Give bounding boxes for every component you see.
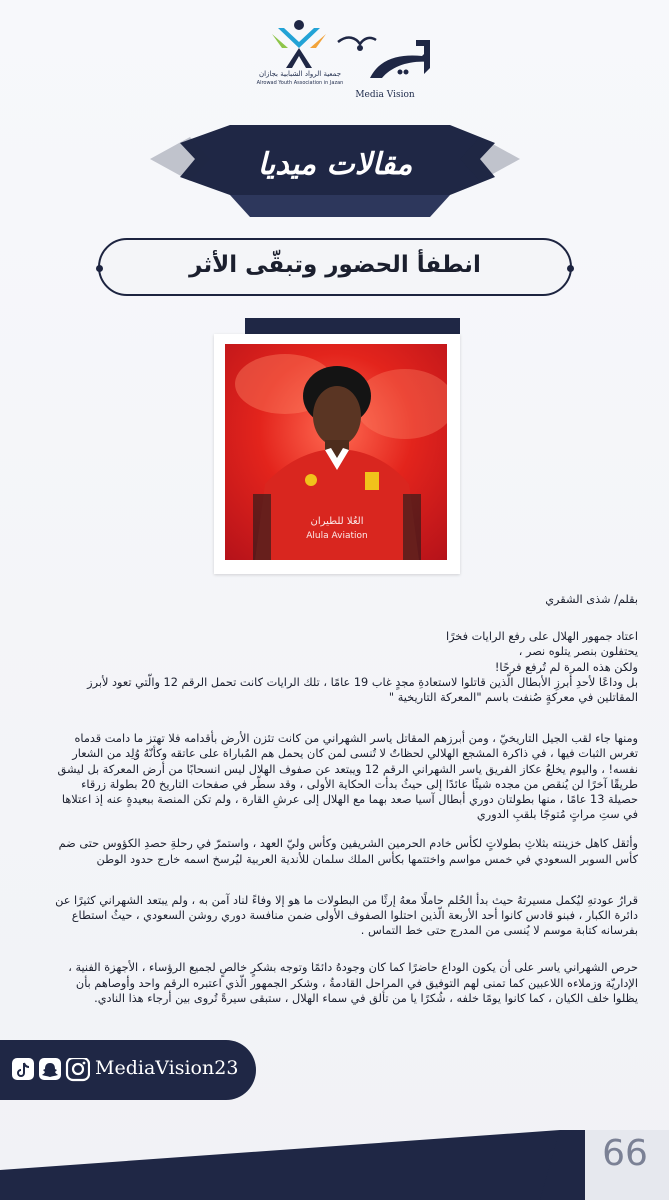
media-vision-logo bbox=[330, 28, 440, 100]
ryaj-logo-mark bbox=[270, 18, 328, 70]
section-banner bbox=[150, 125, 520, 220]
ryaj-arabic-name: جمعية الرواد الشبابية بجازان bbox=[258, 70, 342, 78]
social-icons bbox=[12, 1058, 90, 1082]
article-body bbox=[48, 592, 638, 1006]
svg-text:Alula Aviation: Alula Aviation bbox=[306, 531, 368, 541]
spacer bbox=[48, 867, 638, 893]
social-handle-text[interactable]: MediaVision23 bbox=[95, 1057, 239, 1079]
social-handle-bar bbox=[0, 1040, 256, 1100]
paragraph-line: اعتاد جمهور الهلال على رفع الرايات فخرًا bbox=[445, 630, 638, 644]
player-illustration bbox=[225, 344, 447, 560]
paragraph-line: بل وداعًا لأحدِ أبرزِ الأبطال الّذين قاتلوا لاستعادةِ مجدٍ غاب 19 عامًا ، تلك الرايات كانت تحمل الرقم 12 والّتي تعود لأبرز المقاتلين في معركةٍ صُنفت باسم "المعركة التاريخية " bbox=[87, 675, 638, 705]
section-title: مقالات ميديا bbox=[257, 147, 413, 182]
spacer bbox=[48, 822, 638, 836]
page-number: 66 bbox=[602, 1133, 648, 1174]
media-vision-name: Media Vision bbox=[355, 90, 415, 100]
article-title: انطفأ الحضور وتبقّى الأثر bbox=[189, 252, 481, 278]
player-photo bbox=[225, 344, 447, 560]
spacer bbox=[48, 705, 638, 731]
footer-bar bbox=[0, 1130, 669, 1200]
tiktok-icon[interactable] bbox=[12, 1058, 34, 1080]
svg-text:العُلا للطيران: العُلا للطيران bbox=[310, 516, 364, 527]
ryaj-logo bbox=[256, 18, 344, 106]
paragraph-3: وأثقل كاهل خزينته بثلاثِ بطولاتٍ لكأس خادم الحرمين الشريفين وكأس وليّ العهد ، واستمرّ في رحلةِ حصدِ الكؤوس حتى ضم كأس السوبر السعودي في خمس مواسم واختتمها بكأس الملك سلمان للأندية العربية ليُرسخ اسمه خارج حدود الوطن bbox=[58, 837, 638, 866]
article-byline: بقلم/ شذى الشقري bbox=[545, 593, 638, 606]
paragraph-5: حرص الشهراني ياسر على أن يكون الوداع حاضرًا كما كان وجودهُ دائمًا وتوجه بشكرٍ خالصٍ لجميع الرؤساء ، الأجهزة الفنية ، الإداريّة وزملاءه اللاعبين كما تمنى لهم التوفيق في المراحل القادمةُ ، وشكر الجمهور الّذي اعتبره الرقم واحد وأوصاهم بأن يظلوا خلف الكيان ، كما كانوا يومًا خلفه ، شُكرًا يا من تألق في سماء الهلال ، ستبقى سيرةً تُروى بين أرجاء هذا النادي. bbox=[68, 961, 638, 1005]
header-logos bbox=[0, 10, 669, 105]
article-title-box bbox=[98, 238, 572, 296]
snapchat-icon[interactable] bbox=[39, 1058, 61, 1080]
paragraph-line: يحتفلون بنصر يتلوه نصر ، bbox=[518, 645, 638, 659]
media-vision-logo-mark bbox=[330, 28, 440, 86]
footer-shape bbox=[0, 1130, 669, 1200]
spacer bbox=[48, 607, 638, 629]
paragraph-line: ولكن هذه المرة لم تُرفع فرحًا! bbox=[494, 660, 638, 674]
spacer bbox=[48, 938, 638, 960]
paragraph-4: قرارُ عودتهِ ليُكمل مسيرتهُ حيث بدأ الحُلم حاملًا معهُ إرثًا من البطولات ما هو إلا وفاءً لناد آمن به ، ولم يبتعد الشهراني كثيرًا عن دائرة الكبار ، فبنو قادس كانوا أحد الأربعة الّذين احتلوا الصفوف الأولى ضمن منافسة دوري روشن السعودي ، حيثُ استطاع بفرسانه كتابة موسم لا يُنسى من المدرج حتى خط التماس . bbox=[55, 893, 638, 938]
ryaj-english-name: Alrowad Youth Association in Jazan bbox=[256, 80, 344, 86]
paragraph-2: ومنها جاء لقب الجيل التاريخيّ ، ومن أبرزهم المقاتل ياسر الشهراني من كانت تئزن الأرض بأقدامه فلا تهتز ما دامت قدماه تغرس الثبات فيها ، في ذاكرة المشجع الهلالي لحظاتٌ لا تُنسى لمن كان يحمل هم المُباراة على عاتقه وكأنّهُ وُلِد من الشعار نفسه! ، واليوم يخلعُ عكاز الفريق ياسر الشهراني الرقم 12 ويبتعد عن صفوف الهلال ليس انسحابًا من أرض المعركة بل ليشق طريقًا آخرًا لن يُنقص من مجده شيئًا عائدًا إلى حيثُ بدأت الحكاية الأولى ، وقد سطّر في صفحات التاريخ 20 بطولة زرقاء حصيلة 13 عامًا ، منها بطولتان دوري أبطال آسيا صعد بهما مع الهلال إلى عرشِ القارة ، ولم تكن المنصة ببعيدةٍ عنه إذ اعتلاها في ستِ مراتٍ مُتوجًا بلقبِ الدوري bbox=[57, 732, 638, 822]
instagram-icon[interactable] bbox=[67, 1058, 89, 1080]
